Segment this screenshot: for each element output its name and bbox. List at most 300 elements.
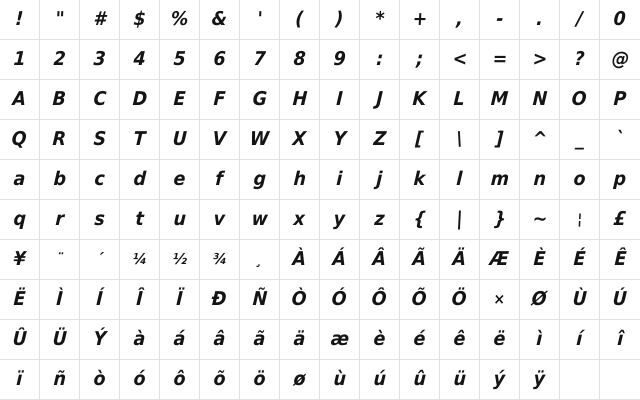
glyph-T: T	[132, 128, 147, 150]
glyph-cell-Aacute[interactable]	[320, 240, 360, 280]
glyph-cell-Icircumflex[interactable]	[120, 280, 160, 320]
glyph-r: r	[54, 208, 65, 230]
glyph-cell-w[interactable]	[240, 200, 280, 240]
glyph-cell-z[interactable]	[360, 200, 400, 240]
glyph-cell-Igrave[interactable]	[40, 280, 80, 320]
glyph-cell-iacute[interactable]	[560, 320, 600, 360]
glyph-cell-i[interactable]	[320, 160, 360, 200]
glyph-C: C	[92, 88, 107, 110]
glyph-cell-b[interactable]	[40, 160, 80, 200]
glyph-numbersign: #	[92, 8, 107, 30]
glyph-cell-D[interactable]	[120, 80, 160, 120]
glyph-yacute: ý	[493, 368, 506, 390]
glyph-cell-c[interactable]	[80, 160, 120, 200]
glyph-cell-acircumflex[interactable]	[200, 320, 240, 360]
glyph-Ecircumflex: Ê	[613, 248, 627, 270]
glyph-cell-Atilde[interactable]	[400, 240, 440, 280]
glyph-k: k	[413, 168, 426, 190]
glyph-Ntilde: Ñ	[251, 288, 268, 310]
glyph-Aacute: Á	[332, 248, 347, 270]
glyph-R: R	[52, 128, 67, 150]
glyph-greater: >	[531, 48, 548, 70]
glyph-cell-bracketright[interactable]	[480, 120, 520, 160]
glyph-f: f	[215, 168, 224, 190]
glyph-grave: `	[615, 128, 625, 150]
glyph-cell-s[interactable]	[80, 200, 120, 240]
glyph-t: t	[134, 208, 145, 230]
glyph-four: 4	[132, 48, 147, 70]
glyph-cell-Edieresis[interactable]	[0, 280, 40, 320]
glyph-cell-ocircumflex[interactable]	[160, 360, 200, 400]
glyph-egrave: è	[373, 328, 387, 350]
glyph-cell-Eacute[interactable]	[560, 240, 600, 280]
glyph-q: q	[12, 208, 27, 230]
glyph-braceleft: {	[412, 208, 427, 230]
glyph-ugrave: ù	[332, 368, 347, 390]
glyph-cell-multiply[interactable]	[480, 280, 520, 320]
glyph-cell-B[interactable]	[40, 80, 80, 120]
glyph-ampersand: &	[211, 8, 228, 30]
glyph-Acircumflex: Â	[372, 248, 387, 270]
glyph-cell-j[interactable]	[360, 160, 400, 200]
glyph-Iacute: Í	[95, 288, 104, 310]
glyph-S: S	[92, 128, 107, 150]
glyph-cell-asciitilde[interactable]	[520, 200, 560, 240]
glyph-cell-h[interactable]	[280, 160, 320, 200]
glyph-cell-O[interactable]	[560, 80, 600, 120]
glyph-M: M	[490, 88, 509, 110]
glyph-cell-asciicircum[interactable]	[520, 120, 560, 160]
glyph-slash: /	[575, 8, 584, 30]
glyph-H: H	[291, 88, 308, 110]
glyph-cell-ampersand[interactable]	[200, 0, 240, 40]
glyph-cell-f[interactable]	[200, 160, 240, 200]
glyph-cell-edieresis[interactable]	[480, 320, 520, 360]
glyph-bracketleft: [	[414, 128, 425, 150]
glyph-cell-four[interactable]	[120, 40, 160, 80]
glyph-brokenbar: ¦	[576, 210, 583, 228]
glyph-ograve: ò	[92, 368, 107, 390]
glyph-cell-N[interactable]	[520, 80, 560, 120]
glyph-cell-udieresis[interactable]	[440, 360, 480, 400]
glyph-oslash: ø	[292, 368, 307, 390]
glyph-dieresis: ¨	[55, 250, 64, 268]
glyph-cell-Iacute[interactable]	[80, 280, 120, 320]
glyph-cell-A[interactable]	[0, 80, 40, 120]
glyph-cell-agrave[interactable]	[120, 320, 160, 360]
glyph-cell-W[interactable]	[240, 120, 280, 160]
glyph-V: V	[212, 128, 227, 150]
glyph-Uacute: Ú	[612, 288, 628, 310]
glyph-hyphen: -	[495, 8, 504, 30]
glyph-iacute: í	[575, 328, 584, 350]
glyph-cell-percent[interactable]	[160, 0, 200, 40]
glyph-cell-y[interactable]	[320, 200, 360, 240]
glyph-cell-icircumflex[interactable]	[600, 320, 640, 360]
glyph-cell-o[interactable]	[560, 160, 600, 200]
glyph-atilde: ã	[253, 328, 266, 350]
glyph-cell-exclam[interactable]	[0, 0, 40, 40]
glyph-cell-G[interactable]	[240, 80, 280, 120]
glyph-cell-x[interactable]	[280, 200, 320, 240]
glyph-onehalf: ½	[171, 250, 188, 268]
glyph-cell-m[interactable]	[480, 160, 520, 200]
glyph-Icircumflex: Î	[135, 288, 144, 310]
glyph-acircumflex: â	[213, 328, 226, 350]
glyph-cell-Oacute[interactable]	[320, 280, 360, 320]
glyph-ntilde: ñ	[52, 368, 67, 390]
glyph-cell-quotedbl[interactable]	[40, 0, 80, 40]
glyph-onequarter: ¼	[131, 250, 148, 268]
glyph-cell-acute[interactable]	[80, 240, 120, 280]
glyph-three: 3	[92, 48, 107, 70]
glyph-cell-parenleft[interactable]	[280, 0, 320, 40]
glyph-cell-Y[interactable]	[320, 120, 360, 160]
glyph-O: O	[571, 88, 588, 110]
glyph-cell-threequarters[interactable]	[200, 240, 240, 280]
glyph-cell-empty-2[interactable]	[600, 360, 640, 400]
glyph-five: 5	[172, 48, 187, 70]
glyph-cell-five[interactable]	[160, 40, 200, 80]
glyph-cell-oslash[interactable]	[280, 360, 320, 400]
glyph-s: s	[93, 208, 106, 230]
glyph-yen: ¥	[12, 248, 27, 270]
glyph-cell-H[interactable]	[280, 80, 320, 120]
glyph-cell-asterisk[interactable]	[360, 0, 400, 40]
glyph-cell-Odieresis[interactable]	[440, 280, 480, 320]
glyph-cell-d[interactable]	[120, 160, 160, 200]
glyph-cell-one[interactable]	[0, 40, 40, 80]
glyph-cell-slash[interactable]	[560, 0, 600, 40]
glyph-cell-eacute[interactable]	[400, 320, 440, 360]
glyph-Oslash: Ø	[531, 288, 548, 310]
glyph-cell-semicolon[interactable]	[400, 40, 440, 80]
glyph-cell-comma[interactable]	[440, 0, 480, 40]
glyph-cell-numbersign[interactable]	[80, 0, 120, 40]
glyph-threequarters: ¾	[211, 250, 228, 268]
glyph-Otilde: Õ	[411, 288, 428, 310]
glyph-plus: +	[411, 8, 428, 30]
glyph-m: m	[489, 168, 510, 190]
glyph-cell-backslash[interactable]	[440, 120, 480, 160]
glyph-cell-ecircumflex[interactable]	[440, 320, 480, 360]
glyph-cell-ugrave[interactable]	[320, 360, 360, 400]
glyph-cell-a[interactable]	[0, 160, 40, 200]
glyph-cell-Idieresis[interactable]	[160, 280, 200, 320]
glyph-e: e	[173, 168, 187, 190]
glyph-cell-atilde[interactable]	[240, 320, 280, 360]
glyph-G: G	[251, 88, 268, 110]
glyph-cell-zero[interactable]	[600, 0, 640, 40]
glyph-Ocircumflex: Ô	[371, 288, 388, 310]
glyph-cell-underscore[interactable]	[560, 120, 600, 160]
glyph-cell-Ntilde[interactable]	[240, 280, 280, 320]
glyph-Ugrave: Ù	[571, 288, 588, 310]
glyph-ecircumflex: ê	[453, 328, 467, 350]
glyph-z: z	[373, 208, 386, 230]
glyph-oacute: ó	[132, 368, 147, 390]
glyph-cell-Ocircumflex[interactable]	[360, 280, 400, 320]
glyph-cell-Egrave[interactable]	[520, 240, 560, 280]
glyph-icircumflex: î	[616, 328, 624, 350]
glyph-equal: =	[491, 48, 508, 70]
glyph-cell-Ecircumflex[interactable]	[600, 240, 640, 280]
glyph-cell-ae[interactable]	[320, 320, 360, 360]
glyph-cell-n[interactable]	[520, 160, 560, 200]
glyph-uacute: ú	[372, 368, 387, 390]
glyph-asterisk: *	[374, 8, 385, 30]
glyph-cell-Ograve[interactable]	[280, 280, 320, 320]
glyph-d: d	[132, 168, 147, 190]
glyph-J: J	[375, 88, 384, 110]
glyph-multiply: ×	[493, 290, 506, 308]
glyph-cell-uacute[interactable]	[360, 360, 400, 400]
glyph-cell-Otilde[interactable]	[400, 280, 440, 320]
glyph-cell-p[interactable]	[600, 160, 640, 200]
glyph-cell-k[interactable]	[400, 160, 440, 200]
glyph-sterling: £	[613, 208, 627, 230]
glyph-cell-aacute[interactable]	[160, 320, 200, 360]
glyph-cell-bracketleft[interactable]	[400, 120, 440, 160]
glyph-colon: :	[375, 48, 384, 70]
glyph-cell-parenright[interactable]	[320, 0, 360, 40]
glyph-cell-P[interactable]	[600, 80, 640, 120]
glyph-Edieresis: Ë	[12, 288, 27, 310]
glyph-ydieresis: ÿ	[533, 368, 546, 390]
glyph-w: w	[250, 208, 269, 230]
glyph-Ucircumflex: Û	[11, 328, 28, 350]
glyph-cell-Ucircumflex[interactable]	[0, 320, 40, 360]
glyph-cell-braceright[interactable]	[480, 200, 520, 240]
glyph-I: I	[335, 88, 344, 110]
glyph-ae: æ	[329, 328, 350, 350]
glyph-cell-onehalf[interactable]	[160, 240, 200, 280]
glyph-cell-R[interactable]	[40, 120, 80, 160]
glyph-h: h	[292, 168, 307, 190]
glyph-eight: 8	[292, 48, 307, 70]
glyph-exclam: !	[14, 8, 25, 30]
glyph-braceright: }	[492, 208, 507, 230]
glyph-cell-brokenbar[interactable]	[560, 200, 600, 240]
glyph-ucircumflex: û	[412, 368, 427, 390]
glyph-cell-onequarter[interactable]	[120, 240, 160, 280]
glyph-underscore: _	[574, 128, 585, 150]
glyph-cell-empty-1[interactable]	[560, 360, 600, 400]
glyph-cell-Z[interactable]	[360, 120, 400, 160]
glyph-j: j	[375, 168, 384, 190]
glyph-cell-Uacute[interactable]	[600, 280, 640, 320]
glyph-cell-ydieresis[interactable]	[520, 360, 560, 400]
glyph-x: x	[293, 208, 306, 230]
glyph-g: g	[252, 168, 267, 190]
glyph-cell-grave[interactable]	[600, 120, 640, 160]
glyph-asciitilde: ~	[531, 208, 548, 230]
glyph-D: D	[131, 88, 148, 110]
glyph-cell-igrave[interactable]	[520, 320, 560, 360]
glyph-cell-otilde[interactable]	[200, 360, 240, 400]
glyph-P: P	[613, 88, 628, 110]
glyph-cell-at[interactable]	[600, 40, 640, 80]
glyph-cell-V[interactable]	[200, 120, 240, 160]
glyph-cell-nine[interactable]	[320, 40, 360, 80]
glyph-cell-Acircumflex[interactable]	[360, 240, 400, 280]
glyph-o: o	[572, 168, 587, 190]
glyph-cell-idieresis[interactable]	[0, 360, 40, 400]
glyph-zero: 0	[613, 8, 627, 30]
glyph-X: X	[292, 128, 307, 150]
glyph-Yacute: Ý	[92, 328, 107, 350]
glyph-cell-U[interactable]	[160, 120, 200, 160]
glyph-Igrave: Ì	[55, 288, 64, 310]
glyph-cell-C[interactable]	[80, 80, 120, 120]
glyph-cell-L[interactable]	[440, 80, 480, 120]
glyph-cell-yen[interactable]	[0, 240, 40, 280]
glyph-ocircumflex: ô	[172, 368, 187, 390]
glyph-p: p	[613, 168, 627, 190]
glyph-bracketright: ]	[494, 128, 505, 150]
glyph-cell-equal[interactable]	[480, 40, 520, 80]
glyph-cell-e[interactable]	[160, 160, 200, 200]
glyph-cell-eight[interactable]	[280, 40, 320, 80]
glyph-v: v	[213, 208, 226, 230]
glyph-at: @	[610, 48, 630, 70]
glyph-cell-ucircumflex[interactable]	[400, 360, 440, 400]
glyph-cell-quotesingle[interactable]	[240, 0, 280, 40]
glyph-cell-dollar[interactable]	[120, 0, 160, 40]
glyph-cell-adieresis[interactable]	[280, 320, 320, 360]
glyph-question: ?	[573, 48, 586, 70]
glyph-acute: ´	[95, 250, 104, 268]
glyph-n: n	[532, 168, 547, 190]
glyph-cell-Q[interactable]	[0, 120, 40, 160]
glyph-one: 1	[12, 48, 27, 70]
glyph-cell-F[interactable]	[200, 80, 240, 120]
glyph-cell-t[interactable]	[120, 200, 160, 240]
glyph-cell-S[interactable]	[80, 120, 120, 160]
glyph-l: l	[455, 168, 464, 190]
glyph-cell-hyphen[interactable]	[480, 0, 520, 40]
glyph-cell-AE[interactable]	[480, 240, 520, 280]
glyph-udieresis: ü	[452, 368, 467, 390]
glyph-less: <	[451, 48, 468, 70]
glyph-cell-X[interactable]	[280, 120, 320, 160]
glyph-cell-colon[interactable]	[360, 40, 400, 80]
glyph-cell-K[interactable]	[400, 80, 440, 120]
glyph-agrave: à	[133, 328, 146, 350]
glyph-cell-period[interactable]	[520, 0, 560, 40]
glyph-Oacute: Ó	[331, 288, 348, 310]
glyph-cell-l[interactable]	[440, 160, 480, 200]
glyph-A: A	[12, 88, 27, 110]
glyph-igrave: ì	[535, 328, 544, 350]
glyph-i: i	[335, 168, 344, 190]
glyph-cell-odieresis[interactable]	[240, 360, 280, 400]
glyph-E: E	[172, 88, 187, 110]
glyph-adieresis: ä	[293, 328, 306, 350]
glyph-cell-Udieresis[interactable]	[40, 320, 80, 360]
glyph-c: c	[93, 168, 106, 190]
glyph-Adieresis: Ä	[452, 248, 467, 270]
glyph-quotedbl: "	[54, 8, 65, 30]
glyph-cell-g[interactable]	[240, 160, 280, 200]
glyph-cell-u[interactable]	[160, 200, 200, 240]
glyph-Odieresis: Ö	[451, 288, 468, 310]
glyph-cell-seven[interactable]	[240, 40, 280, 80]
glyph-Egrave: È	[532, 248, 547, 270]
glyph-otilde: õ	[212, 368, 227, 390]
glyph-cell-dieresis[interactable]	[40, 240, 80, 280]
glyph-cell-oacute[interactable]	[120, 360, 160, 400]
glyph-cell-r[interactable]	[40, 200, 80, 240]
glyph-cell-bar[interactable]	[440, 200, 480, 240]
glyph-cell-question[interactable]	[560, 40, 600, 80]
glyph-B: B	[52, 88, 67, 110]
glyph-cedilla: ¸	[255, 250, 264, 268]
glyph-cell-ntilde[interactable]	[40, 360, 80, 400]
glyph-F: F	[212, 88, 227, 110]
glyph-b: b	[52, 168, 67, 190]
glyph-Atilde: Ã	[412, 248, 427, 270]
glyph-cell-T[interactable]	[120, 120, 160, 160]
glyph-cell-six[interactable]	[200, 40, 240, 80]
glyph-Eth: Ð	[211, 288, 228, 310]
glyph-parenright: )	[334, 8, 345, 30]
glyph-quotesingle: '	[256, 8, 263, 30]
glyph-L: L	[453, 88, 466, 110]
glyph-cell-M[interactable]	[480, 80, 520, 120]
glyph-cell-cedilla[interactable]	[240, 240, 280, 280]
glyph-cell-greater[interactable]	[520, 40, 560, 80]
glyph-cell-I[interactable]	[320, 80, 360, 120]
glyph-period: .	[535, 8, 544, 30]
glyph-two: 2	[52, 48, 67, 70]
glyph-cell-Oslash[interactable]	[520, 280, 560, 320]
glyph-cell-Ugrave[interactable]	[560, 280, 600, 320]
glyph-nine: 9	[332, 48, 347, 70]
glyph-dollar: $	[132, 8, 147, 30]
glyph-cell-Agrave[interactable]	[280, 240, 320, 280]
glyph-a: a	[13, 168, 26, 190]
glyph-Z: Z	[372, 128, 387, 150]
glyph-odieresis: ö	[252, 368, 267, 390]
glyph-cell-egrave[interactable]	[360, 320, 400, 360]
glyph-cell-three[interactable]	[80, 40, 120, 80]
glyph-cell-ograve[interactable]	[80, 360, 120, 400]
glyph-y: y	[333, 208, 346, 230]
glyph-Idieresis: Ï	[175, 288, 184, 310]
glyph-cell-q[interactable]	[0, 200, 40, 240]
glyph-comma: ,	[455, 8, 464, 30]
glyph-cell-Eth[interactable]	[200, 280, 240, 320]
glyph-cell-v[interactable]	[200, 200, 240, 240]
glyph-cell-braceleft[interactable]	[400, 200, 440, 240]
glyph-cell-plus[interactable]	[400, 0, 440, 40]
glyph-cell-less[interactable]	[440, 40, 480, 80]
glyph-edieresis: ë	[493, 328, 507, 350]
glyph-cell-sterling[interactable]	[600, 200, 640, 240]
glyph-cell-Adieresis[interactable]	[440, 240, 480, 280]
glyph-cell-Yacute[interactable]	[80, 320, 120, 360]
glyph-cell-E[interactable]	[160, 80, 200, 120]
glyph-Agrave: À	[292, 248, 307, 270]
glyph-cell-two[interactable]	[40, 40, 80, 80]
glyph-U: U	[171, 128, 188, 150]
glyph-asciicircum: ^	[531, 128, 548, 150]
glyph-cell-yacute[interactable]	[480, 360, 520, 400]
glyph-cell-J[interactable]	[360, 80, 400, 120]
glyph-AE: Æ	[489, 248, 510, 270]
glyph-u: u	[172, 208, 187, 230]
